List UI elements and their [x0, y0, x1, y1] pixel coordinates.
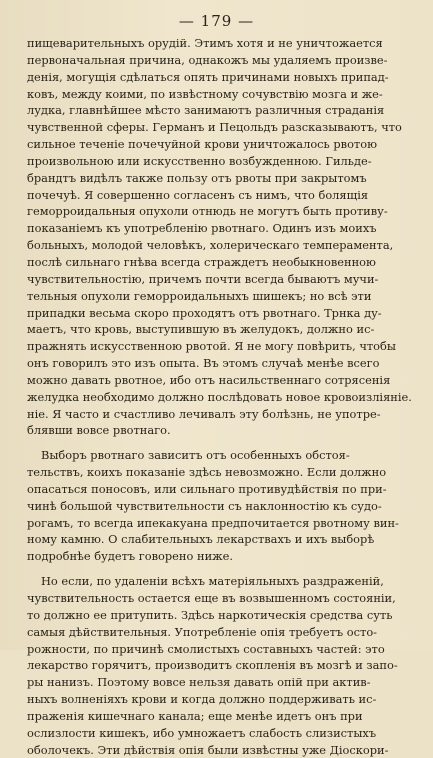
- text-line: ры нанизъ. Поэтому вовсе нельзя давать опій при актив-: [27, 675, 371, 690]
- text-line: рожности, по причинѣ смолистыхъ составныхъ частей: это: [27, 641, 385, 656]
- text-line: оболочекъ. Эти дѣйствія опія были извѣстны уже Діоскори-: [27, 742, 389, 757]
- text-line: лудка, главнѣйшее мѣсто занимаютъ различныя страданія: [27, 103, 385, 118]
- text-line: ослизлости кишекъ, ибо умножаетъ слабость слизистыхъ: [27, 725, 377, 740]
- text-line: самыя дѣйствительныя. Употребленіе опія требуетъ осто-: [27, 624, 378, 639]
- paragraph-gap: [27, 565, 416, 573]
- text-line: онъ говорилъ это изъ опыта. Въ этомъ случаѣ менѣе всего: [27, 356, 380, 371]
- paragraph-gap: [27, 439, 416, 447]
- text-line: первоначальная причина, однакожъ мы удаляемъ произве-: [27, 52, 388, 67]
- text-line: можно давать рвотное, ибо отъ насильственнаго сотрясенія: [27, 372, 391, 387]
- text-line: больныхъ, молодой человѣкъ, холерическаго темперамента,: [27, 238, 394, 253]
- text-line: Выборъ рвотнаго зависитъ отъ особенныхъ обстоя-: [41, 448, 350, 463]
- text-line: тельныя опухоли геморроидальныхъ шишекъ; но всѣ эти: [27, 288, 372, 303]
- paragraph: [27, 35, 416, 439]
- text-line: произвольною или искусственно возбужденною. Гильде-: [27, 153, 372, 168]
- text-line: ковъ, между коими, по извѣстному сочувствію мозга и же-: [27, 86, 383, 101]
- text-line: лекарство горячитъ, производитъ скопленія въ мозгѣ и запо-: [27, 658, 398, 673]
- text-line: пищеварительныхъ орудій. Этимъ хотя и не уничтожается: [27, 36, 383, 50]
- text-line: пражнять искусственною рвотой. Я не могу повѣрить, чтобы: [27, 339, 396, 354]
- text-line: почечуѣ. Я совершенно согласенъ съ нимъ, что болящія: [27, 187, 369, 202]
- text-line: подробнѣе будетъ говорено ниже.: [27, 549, 233, 564]
- text-line: сильное теченіе почечуйной крови уничтожалось рвотою: [27, 137, 378, 152]
- text-line: чувствительностію, причемъ почти всегда бываютъ мучи-: [27, 271, 379, 286]
- text-line: ному камню. О слабительныхъ лекарствахъ и ихъ выборѣ: [27, 532, 375, 547]
- text-line: денія, могущія сдѣлаться опять причинами новыхъ припад-: [27, 69, 389, 84]
- text-line: показаніемъ къ употребленію рвотнаго. Одинъ изъ моихъ: [27, 221, 377, 236]
- text-line: блявши вовсе рвотнаго.: [27, 423, 171, 438]
- text-line: Но если, по удаленіи всѣхъ матеріяльныхъ раздраженій,: [41, 574, 384, 589]
- text-line: припадки весьма скоро проходятъ отъ рвотнаго. Трнка ду-: [27, 305, 382, 320]
- text-line: то должно ее притупить. Здѣсь наркотическія средства суть: [27, 607, 393, 622]
- text-line: маетъ, что кровь, выступившую въ желудокъ, должно ис-: [27, 322, 375, 337]
- text-line: ніе. Я часто и счастливо лечивалъ эту болѣзнь, не употре-: [27, 406, 381, 421]
- text-line: геморроидальныя опухоли отнюдь не могутъ быть противу-: [27, 204, 388, 219]
- text-line: опасаться поносовъ, или сильнаго противудѣйствія по при-: [27, 481, 387, 496]
- text-line: желудка необходимо должно послѣдовать новое кровоизліяніе.: [27, 389, 412, 404]
- page-number: — 179 —: [178, 12, 255, 30]
- text-line: рогамъ, то всегда ипекакуана предпочитается рвотному вин-: [27, 515, 399, 530]
- paragraph: [27, 447, 416, 565]
- text-line: чувственной сферы. Германъ и Пецольдъ разсказываютъ, что: [27, 120, 402, 135]
- text-line: ныхъ волненіяхъ крови и когда должно поддерживать ис-: [27, 692, 377, 707]
- text-line: брандтъ видѣлъ также пользу отъ рвоты при закрытомъ: [27, 170, 367, 185]
- text-line: чувствительность остается еще въ возвышенномъ состояніи,: [27, 591, 396, 605]
- text-line: тельствъ, коихъ показаніе здѣсь невозможно. Если должно: [27, 465, 387, 480]
- text-line: праженія кишечнаго канала; еще менѣе идетъ онъ при: [27, 708, 363, 723]
- text-line: послѣ сильнаго гнѣва всегда страждетъ необыкновенною: [27, 254, 376, 269]
- text-line: чинѣ большой чувствительности съ наклонностію къ судо-: [27, 498, 382, 513]
- paragraph: [27, 573, 416, 758]
